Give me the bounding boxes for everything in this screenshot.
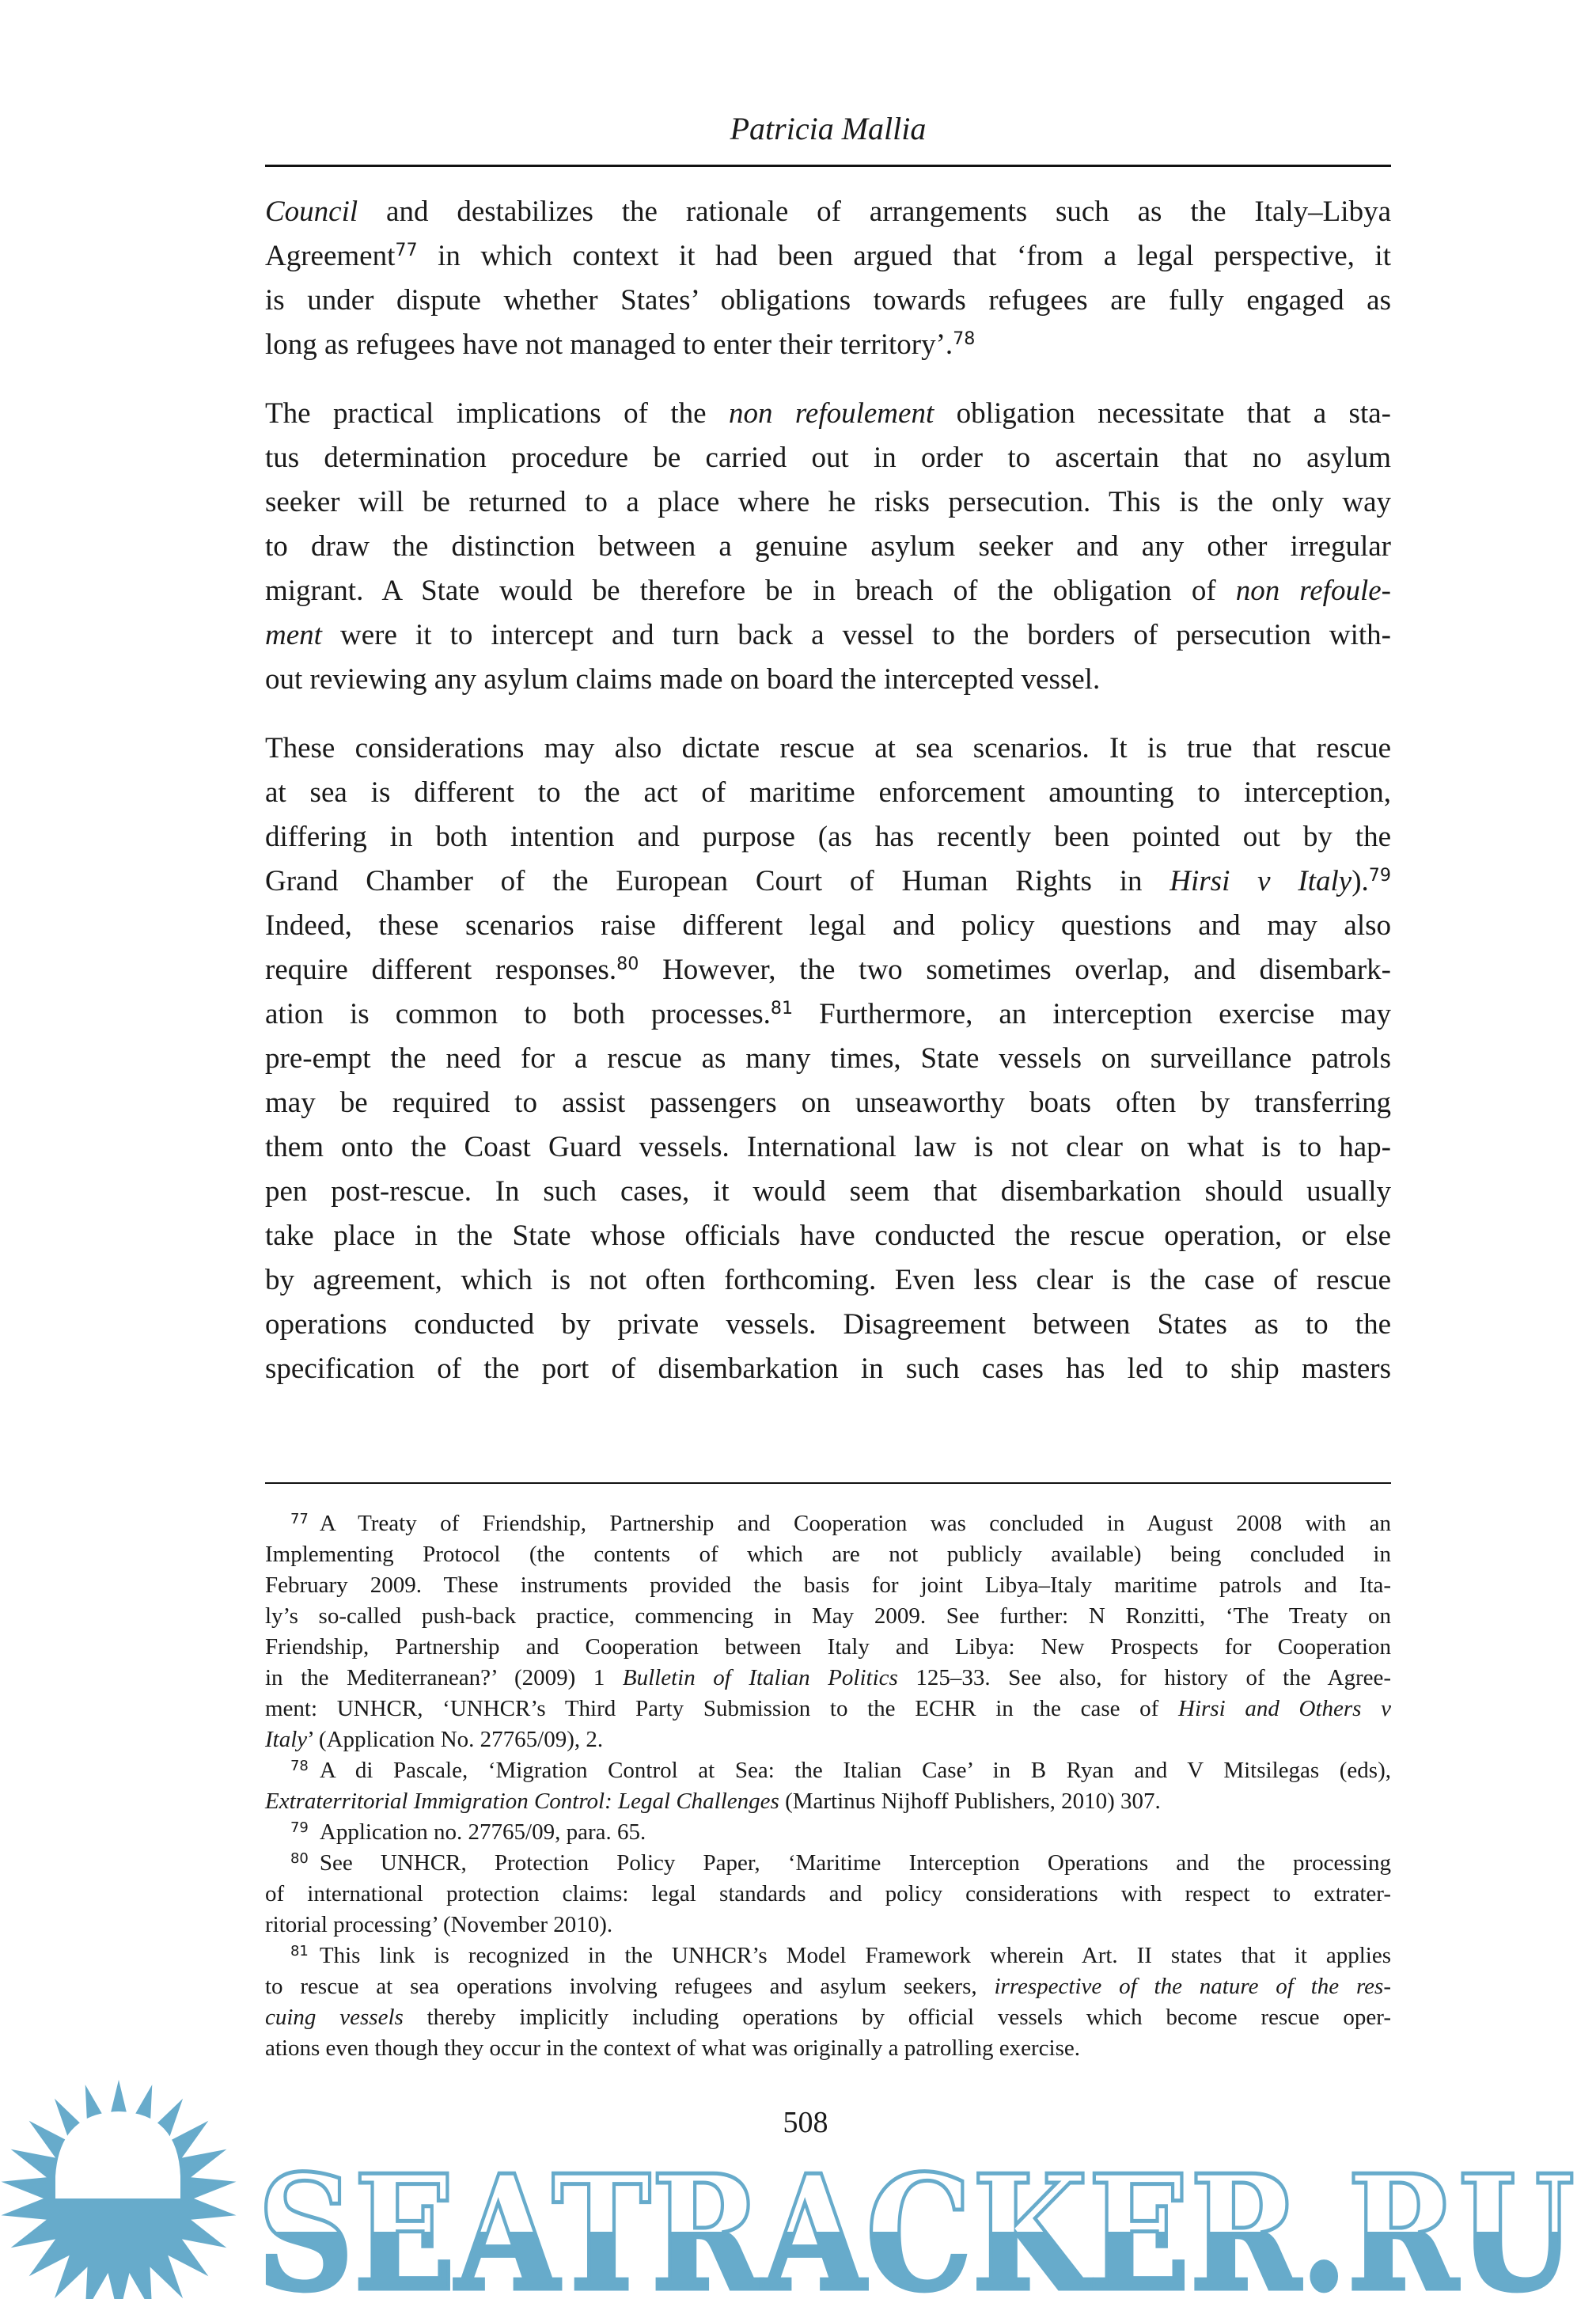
text-run: seeker will be returned to a place where he risks persecution. This is the only way xyxy=(265,486,1391,518)
text-line xyxy=(265,1632,1391,1663)
text-run: to rescue at sea operations involving refugees and asylum seekers, xyxy=(265,1974,995,1999)
text-line xyxy=(265,1081,1391,1125)
text-run: in the Mediterranean?’ (2009) 1 xyxy=(265,1665,623,1690)
footnote-number: 79 xyxy=(290,1819,309,1837)
paragraph xyxy=(265,190,1391,367)
text-run: to draw the distinction between a genuine asylum seeker and any other irregular xyxy=(265,530,1391,563)
text-line xyxy=(265,1910,1391,1940)
text-line xyxy=(265,190,1391,234)
footnote-reference: 77 xyxy=(395,239,418,260)
text-run: ’ (Application No. 27765/09), 2. xyxy=(307,1727,604,1752)
italic-text: Council xyxy=(265,195,358,228)
text-run: Implementing Protocol (the contents of which are not publicly available) being concluded in xyxy=(265,1542,1391,1567)
text-run: A Treaty of Friendship, Partnership and Cooperation was concluded in August 2008 with an xyxy=(319,1511,1391,1536)
text-run: The practical implications of the xyxy=(265,397,729,430)
text-run: Indeed, these scenarios raise different legal and policy questions and may also xyxy=(265,909,1391,942)
text-run: differing in both intention and purpose (as has recently been pointed out by the xyxy=(265,821,1391,853)
footnote-number: 81 xyxy=(290,1943,309,1960)
text-run: (Martinus Nijhoff Publishers, 2010) 307. xyxy=(779,1789,1161,1814)
italic-text: non refoulement xyxy=(728,397,934,430)
watermark-text: SEATRACKER.RU xyxy=(257,2141,1575,2299)
text-run: Application no. 27765/09, para. 65. xyxy=(319,1819,646,1845)
text-line xyxy=(265,1258,1391,1303)
text-run: may be required to assist passengers on unseaworthy boats often by transferring xyxy=(265,1087,1391,1119)
text-run: out reviewing any asylum claims made on board the intercepted vessel. xyxy=(265,663,1101,696)
text-line xyxy=(265,1848,1391,1879)
text-line xyxy=(265,1125,1391,1170)
text-run: thereby implicitly including operations by official vessels which become rescue oper- xyxy=(403,2005,1391,2030)
text-line xyxy=(265,948,1391,992)
text-run: pen post-rescue. In such cases, it would seem that disembarkation should usually xyxy=(265,1175,1391,1208)
text-line xyxy=(265,1508,1391,1539)
italic-text: cuing vessels xyxy=(265,2005,404,2030)
text-run: Friendship, Partnership and Cooperation between Italy and Libya: New Prospects for Cooperation xyxy=(265,1634,1391,1660)
text-line xyxy=(265,1303,1391,1347)
text-run: ritorial processing’ (November 2010). xyxy=(265,1912,613,1937)
text-line xyxy=(265,1940,1391,1971)
footnote xyxy=(265,1755,1391,1817)
text-run: However, the two sometimes overlap, and disembark- xyxy=(639,954,1391,986)
text-run: migrant. A State would be therefore be in breach of the obligation of xyxy=(265,575,1236,607)
text-run: These considerations may also dictate rescue at sea scenarios. It is true that rescue xyxy=(265,732,1391,764)
seatracker-watermark xyxy=(0,2058,1596,2299)
text-run: is under dispute whether States’ obligations towards refugees are fully engaged as xyxy=(265,284,1391,317)
text-line xyxy=(265,1971,1391,2002)
text-line xyxy=(265,525,1391,569)
text-line xyxy=(265,904,1391,948)
text-run: 125–33. See also, for history of the Agree- xyxy=(897,1665,1391,1690)
paragraph xyxy=(265,392,1391,702)
italic-text: Bulletin of Italian Politics xyxy=(622,1665,898,1690)
text-line xyxy=(265,279,1391,323)
footnote-number: 80 xyxy=(290,1850,309,1868)
text-run: in which context it had been argued that ‘from a legal perspective, it xyxy=(417,240,1391,272)
text-run: require different responses. xyxy=(265,954,617,986)
text-run: long as refugees have not managed to enter their territory’. xyxy=(265,328,953,361)
footnote-reference: 78 xyxy=(953,328,976,349)
text-run: ment: UNHCR, ‘UNHCR’s Third Party Submission to the ECHR in the case of xyxy=(265,1696,1179,1721)
text-run: ). xyxy=(1351,865,1369,897)
italic-text: Italy xyxy=(265,1727,308,1752)
text-run: Grand Chamber of the European Court of Human Rights in xyxy=(265,865,1170,897)
text-line xyxy=(265,1170,1391,1214)
text-run: operations conducted by private vessels. Disagreement between States as to the xyxy=(265,1308,1391,1341)
italic-text: non refoule- xyxy=(1235,575,1391,607)
text-line xyxy=(265,436,1391,480)
text-line xyxy=(265,1539,1391,1570)
italic-text: Hirsi v Italy xyxy=(1170,865,1352,897)
italic-text: Hirsi and Others v xyxy=(1178,1696,1391,1721)
text-line xyxy=(265,1694,1391,1724)
text-line xyxy=(265,992,1391,1037)
text-run: of international protection claims: legal standards and policy considerations with respect to extrater- xyxy=(265,1881,1391,1906)
text-line xyxy=(265,726,1391,771)
text-line xyxy=(265,1601,1391,1632)
text-line xyxy=(265,1755,1391,1786)
footnote xyxy=(265,1848,1391,1940)
text-run: ly’s so-called push-back practice, commencing in May 2009. See further: N Ronzitti, ‘The Treaty on xyxy=(265,1603,1391,1629)
footnote xyxy=(265,1508,1391,1755)
running-head-author: Patricia Mallia xyxy=(730,111,927,146)
footnote-number: 78 xyxy=(290,1758,309,1775)
text-run: Agreement xyxy=(265,240,396,272)
text-run: ation is common to both processes. xyxy=(265,998,771,1030)
text-line xyxy=(265,1214,1391,1258)
text-line xyxy=(265,1570,1391,1601)
footnote xyxy=(265,1817,1391,1848)
text-run: pre-empt the need for a rescue as many times, State vessels on surveillance patrols xyxy=(265,1042,1391,1075)
footnote xyxy=(265,1940,1391,2064)
text-run: at sea is different to the act of maritime enforcement amounting to interception, xyxy=(265,776,1391,809)
text-run: ations even though they occur in the context of what was originally a patrolling exercise. xyxy=(265,2035,1080,2061)
text-line xyxy=(265,569,1391,613)
text-run: by agreement, which is not often forthcoming. Even less clear is the case of rescue xyxy=(265,1264,1391,1296)
text-line xyxy=(265,480,1391,525)
text-run: See UNHCR, Protection Policy Paper, ‘Maritime Interception Operations and the processing xyxy=(319,1850,1391,1876)
text-run: A di Pascale, ‘Migration Control at Sea: the Italian Case’ in B Ryan and V Mitsilegas (eds), xyxy=(319,1758,1391,1783)
text-line xyxy=(265,1879,1391,1910)
footnote-reference: 80 xyxy=(616,953,639,974)
footnote-reference: 79 xyxy=(1368,864,1391,886)
footnote-reference: 81 xyxy=(770,997,794,1019)
italic-text: ment xyxy=(265,619,322,651)
italic-text: irrespective of the nature of the res- xyxy=(994,1974,1391,1999)
text-run: them onto the Coast Guard vessels. International law is not clear on what is to hap- xyxy=(265,1131,1391,1163)
text-run: tus determination procedure be carried out in order to ascertain that no asylum xyxy=(265,442,1391,474)
footnotes xyxy=(265,1508,1391,2064)
body-text xyxy=(265,190,1391,1416)
page-number: 508 xyxy=(783,2106,828,2139)
text-line xyxy=(265,1663,1391,1694)
text-line xyxy=(265,1817,1391,1848)
text-line xyxy=(265,771,1391,815)
text-line xyxy=(265,815,1391,859)
text-line xyxy=(265,1347,1391,1391)
text-line xyxy=(265,1786,1391,1817)
italic-text: Extraterritorial Immigration Control: Legal Challenges xyxy=(265,1789,779,1814)
text-line xyxy=(265,323,1391,367)
text-line xyxy=(265,234,1391,279)
text-run: specification of the port of disembarkation in such cases has led to ship masters xyxy=(265,1352,1391,1385)
text-run: Furthermore, an interception exercise may xyxy=(793,998,1391,1030)
text-run: This link is recognized in the UNHCR’s Model Framework wherein Art. II states that it applies xyxy=(319,1943,1391,1968)
text-run: February 2009. These instruments provided the basis for joint Libya–Italy maritime patrols and Ita- xyxy=(265,1573,1391,1598)
text-run: and destabilizes the rationale of arrangements such as the Italy–Libya xyxy=(358,195,1391,228)
text-line xyxy=(265,859,1391,904)
paragraph xyxy=(265,726,1391,1391)
footnote-rule xyxy=(265,1482,1391,1484)
text-line xyxy=(265,1037,1391,1081)
text-line xyxy=(265,2002,1391,2033)
text-line xyxy=(265,613,1391,658)
text-run: take place in the State whose officials have conducted the rescue operation, or else xyxy=(265,1220,1391,1252)
text-line xyxy=(265,392,1391,436)
header-rule xyxy=(265,165,1391,167)
text-line xyxy=(265,658,1391,702)
footnote-number: 77 xyxy=(290,1511,309,1528)
text-line xyxy=(265,1724,1391,1755)
text-run: obligation necessitate that a sta- xyxy=(934,397,1391,430)
sun-logo-icon xyxy=(2,2080,237,2299)
text-run: were it to intercept and turn back a vessel to the borders of persecution with- xyxy=(321,619,1391,651)
